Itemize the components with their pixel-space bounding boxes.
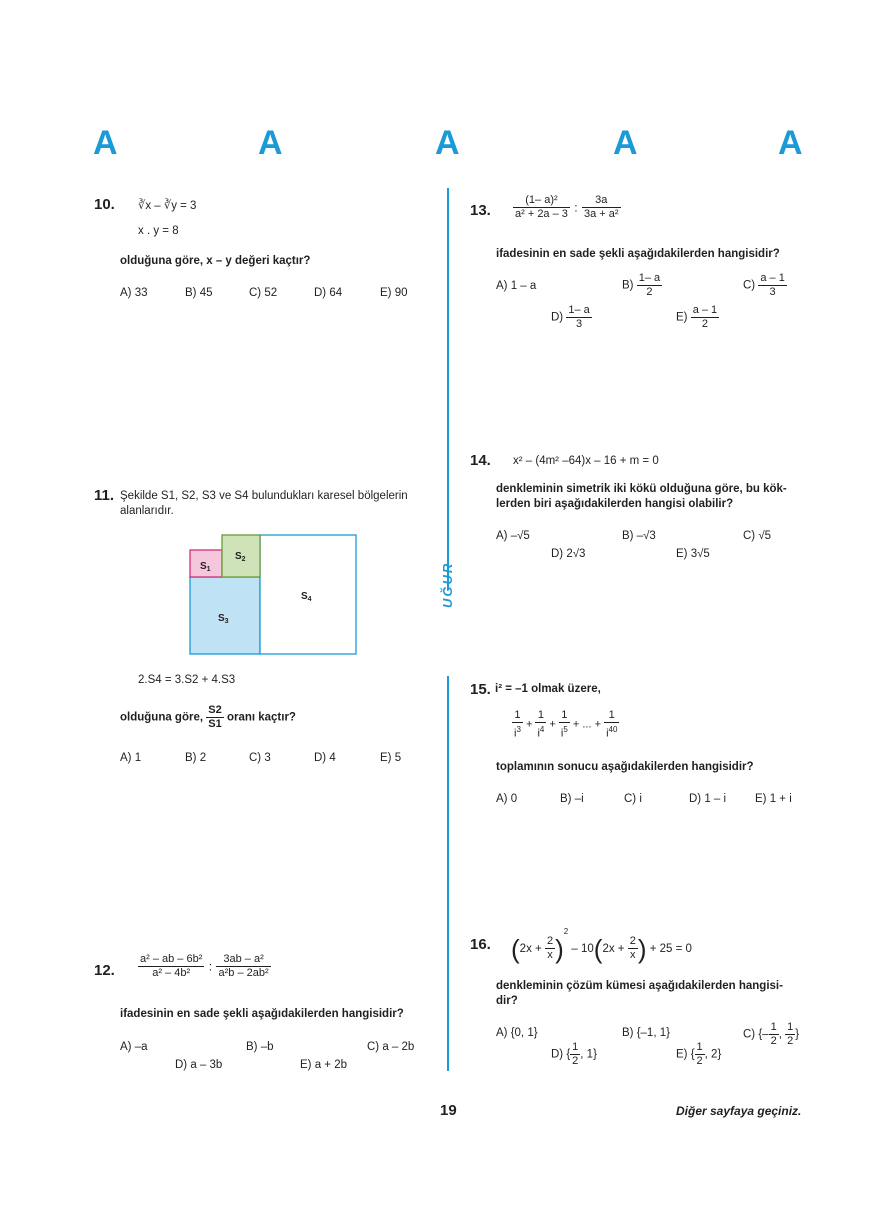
booklet-letter: A — [93, 124, 118, 162]
equation: ∛x – ∛y = 3 — [138, 200, 197, 212]
option-e[interactable]: E) a + 2b — [300, 1059, 347, 1071]
question-text-line2: lerden biri aşağıdakilerden hangisi olabilir? — [496, 498, 734, 510]
equation: (2x + $\frac{2}{x}$ )$^2$ – 10(2x + $\frac{2}{x}$ ) + 25 = 0 — [511, 927, 692, 964]
term-3-num: 1 — [559, 709, 570, 723]
question-number: 16. — [470, 936, 491, 953]
fraction-2-den: 3a + a² — [584, 208, 619, 220]
frac-half — [570, 1041, 580, 1068]
fraction-1 — [138, 953, 204, 980]
frac-half-den: 2 — [787, 1035, 794, 1047]
option-c[interactable] — [743, 272, 787, 299]
question-intro: i² = –1 olmak üzere, — [495, 683, 601, 695]
option-e[interactable]: E) 3√5 — [676, 548, 710, 560]
left-paren: ( — [511, 933, 520, 964]
expression — [138, 953, 271, 980]
operator: : — [574, 202, 578, 215]
question-text-line1: denkleminin çözüm kümesi aşağıdakilerden hangisi- — [496, 980, 783, 992]
question-text-line1: denkleminin simetrik iki kökü olduğuna göre, bu kök- — [496, 483, 787, 495]
label-s3: $S_3$ — [218, 613, 229, 625]
option-b-den: 2 — [646, 286, 653, 298]
option-b[interactable]: B) {–1, 1} — [622, 1027, 670, 1039]
option-d[interactable]: D) 64 — [314, 287, 343, 299]
question-text-line2: dir? — [496, 995, 518, 1007]
frac-half-num: 1 — [787, 1021, 794, 1033]
term-2 — [535, 709, 546, 741]
option-e[interactable]: E) 5 — [380, 752, 402, 764]
term-3 — [559, 709, 570, 741]
option-c-den: 3 — [769, 286, 776, 298]
option-d[interactable]: D) 4 — [314, 752, 336, 764]
question-number: 10. — [94, 196, 115, 213]
frac-2x-den: x — [547, 949, 553, 962]
frac-half-num: 1 — [770, 1021, 777, 1033]
frac-2x-den: x — [630, 949, 636, 962]
term-3-den: $i^5$ — [560, 725, 568, 740]
frac-half-den: 2 — [572, 1055, 579, 1067]
ratio-num: S2 — [208, 704, 222, 716]
ratio-den: S1 — [208, 718, 222, 730]
option-c[interactable]: C) 52 — [249, 287, 278, 299]
fraction-1-num: a² – ab – 6b² — [140, 953, 203, 965]
page-number: 19 — [440, 1102, 457, 1119]
option-d-num: 1– a — [568, 304, 590, 316]
question-text: ifadesinin en sade şekli aşağıdakilerden hangisidir? — [120, 1008, 404, 1020]
option-c[interactable]: C) i — [624, 793, 642, 805]
option-d[interactable]: D) a – 3b — [175, 1059, 223, 1071]
booklet-letter: A — [778, 124, 803, 162]
fraction-1-den: a² + 2a – 3 — [515, 208, 568, 220]
square-s4 — [260, 535, 356, 654]
option-b-fraction — [637, 272, 662, 299]
fraction-1 — [513, 194, 570, 221]
square-s3 — [190, 577, 260, 654]
option-b[interactable]: B) 45 — [185, 287, 213, 299]
next-page-note: Diğer sayfaya geçiniz. — [676, 1104, 802, 1118]
frac-half — [695, 1041, 705, 1068]
fraction-2-den: a²b – 2ab² — [218, 967, 269, 979]
equation: 2.S4 = 3.S2 + 4.S3 — [138, 674, 236, 686]
option-d-den: 3 — [575, 318, 583, 330]
squares-figure — [188, 533, 360, 657]
frac-half — [785, 1021, 795, 1048]
question-post: oranı kaçtır? — [226, 711, 296, 724]
option-b-num: 1– a — [638, 272, 661, 284]
column-divider-bottom — [447, 676, 449, 1071]
left-paren: ( — [593, 933, 603, 964]
option-c[interactable]: C) {– $\frac{1}{2}$ , $\frac{1}{2}$ } — [743, 1021, 800, 1047]
fraction-1-num: (1– a)² — [513, 194, 570, 208]
question-pre: olduğuna göre, — [120, 711, 204, 724]
option-c-label: C) — [743, 279, 756, 292]
term-last-den: $i^{40}$ — [606, 725, 618, 740]
option-e[interactable] — [676, 304, 719, 331]
fraction-2-num: 3ab – a² — [216, 953, 270, 967]
option-c[interactable]: C) √5 — [743, 530, 772, 542]
option-b[interactable]: B) –i — [560, 793, 584, 805]
fraction-2 — [582, 194, 621, 221]
term-last-num: 1 — [604, 709, 619, 723]
option-a[interactable]: A) 0 — [496, 793, 518, 805]
option-d[interactable]: D) 1 – i — [689, 793, 727, 805]
equation: x² – (4m² –64)x – 16 + m = 0 — [513, 455, 659, 467]
booklet-letter: A — [613, 124, 638, 162]
option-e-num: a – 1 — [692, 304, 718, 316]
option-b-label: B) — [622, 279, 634, 292]
frac-2x — [545, 935, 555, 962]
option-e[interactable]: E) 90 — [380, 287, 408, 299]
expression — [513, 194, 621, 221]
term-1-den: $i^3$ — [514, 725, 521, 740]
frac-2x — [628, 935, 638, 962]
term-2-num: 1 — [535, 709, 546, 723]
fraction-1-den: a² – 4b² — [152, 967, 191, 979]
frac-half — [769, 1021, 779, 1048]
option-a[interactable]: A) 1 – a — [496, 280, 537, 292]
option-a[interactable]: A) 1 — [120, 752, 142, 764]
question-number: 14. — [470, 452, 491, 469]
question-number: 11. — [94, 487, 115, 504]
column-divider-top — [447, 188, 449, 590]
option-e-label: E) — [676, 311, 688, 324]
option-e[interactable]: E) { $\frac{1}{2}$ , 2} — [676, 1041, 722, 1067]
option-a[interactable]: A) –a — [120, 1041, 148, 1053]
option-e[interactable]: E) 1 + i — [755, 793, 792, 805]
question-text: toplamının sonucu aşağıdakilerden hangisidir? — [496, 761, 754, 773]
question-text — [120, 704, 296, 731]
label-s4: $S_4$ — [301, 591, 312, 603]
frac-2x-num: 2 — [629, 935, 636, 948]
question-number: 13. — [470, 202, 491, 219]
sum-expression: $\frac{1}{i^3}$ + $\frac{1}{i^4}$ + $\frac{1}{i^5}$ + ... + $\frac{1}{i^{40}}$ — [514, 709, 618, 740]
question-number: 12. — [94, 962, 115, 979]
side-label: UĞUR — [440, 561, 455, 608]
term-1-num: 1 — [512, 709, 523, 723]
option-a[interactable]: A) –√5 — [496, 530, 530, 542]
term-last — [604, 709, 619, 741]
frac-half-num: 1 — [696, 1041, 703, 1053]
option-b[interactable] — [622, 272, 662, 299]
term-1 — [512, 709, 523, 741]
option-d-fraction — [566, 304, 591, 331]
option-d[interactable]: D) 2√3 — [551, 548, 586, 560]
label-s2: $S_2$ — [235, 551, 246, 563]
question-text: ifadesinin en sade şekli aşağıdakilerden hangisidir? — [496, 248, 780, 260]
right-paren: ) — [637, 933, 647, 964]
booklet-letter: A — [258, 124, 283, 162]
right-paren: ) — [555, 933, 564, 964]
fraction-2-num: 3a — [582, 194, 621, 208]
term-2-den: $i^4$ — [537, 725, 545, 740]
option-c[interactable]: C) a – 2b — [367, 1041, 415, 1053]
frac-half-den: 2 — [696, 1055, 703, 1067]
question-number: 15. — [470, 681, 491, 698]
operator: : — [208, 961, 213, 974]
fraction-2 — [216, 953, 270, 980]
frac-2x-num: 2 — [546, 935, 554, 948]
option-d-label: D) — [551, 311, 564, 324]
frac-half-den: 2 — [770, 1035, 777, 1047]
option-d[interactable]: D) { $\frac{1}{2}$ , 1} — [551, 1041, 597, 1067]
option-a[interactable]: A) 33 — [120, 287, 148, 299]
option-d[interactable] — [551, 304, 592, 331]
question-text: Şekilde S1, S2, S3 ve S4 bulundukları karesel bölgelerin alanlarıdır. — [120, 490, 408, 517]
option-a[interactable]: A) {0, 1} — [496, 1027, 538, 1039]
frac-half-num: 1 — [572, 1041, 579, 1053]
option-e-fraction — [691, 304, 719, 331]
label-s1: $S_1$ — [200, 561, 211, 573]
option-b[interactable]: B) 2 — [185, 752, 207, 764]
booklet-letter: A — [435, 124, 460, 162]
option-b[interactable]: B) –b — [246, 1041, 274, 1053]
equation: x . y = 8 — [138, 225, 179, 237]
option-c-num: a – 1 — [760, 272, 785, 284]
option-e-den: 2 — [701, 318, 708, 330]
option-c[interactable]: C) 3 — [249, 752, 271, 764]
question-text: olduğuna göre, x – y değeri kaçtır? — [120, 255, 311, 267]
option-c-fraction — [758, 272, 786, 299]
option-b[interactable]: B) –√3 — [622, 530, 656, 542]
ratio-fraction — [206, 704, 223, 731]
